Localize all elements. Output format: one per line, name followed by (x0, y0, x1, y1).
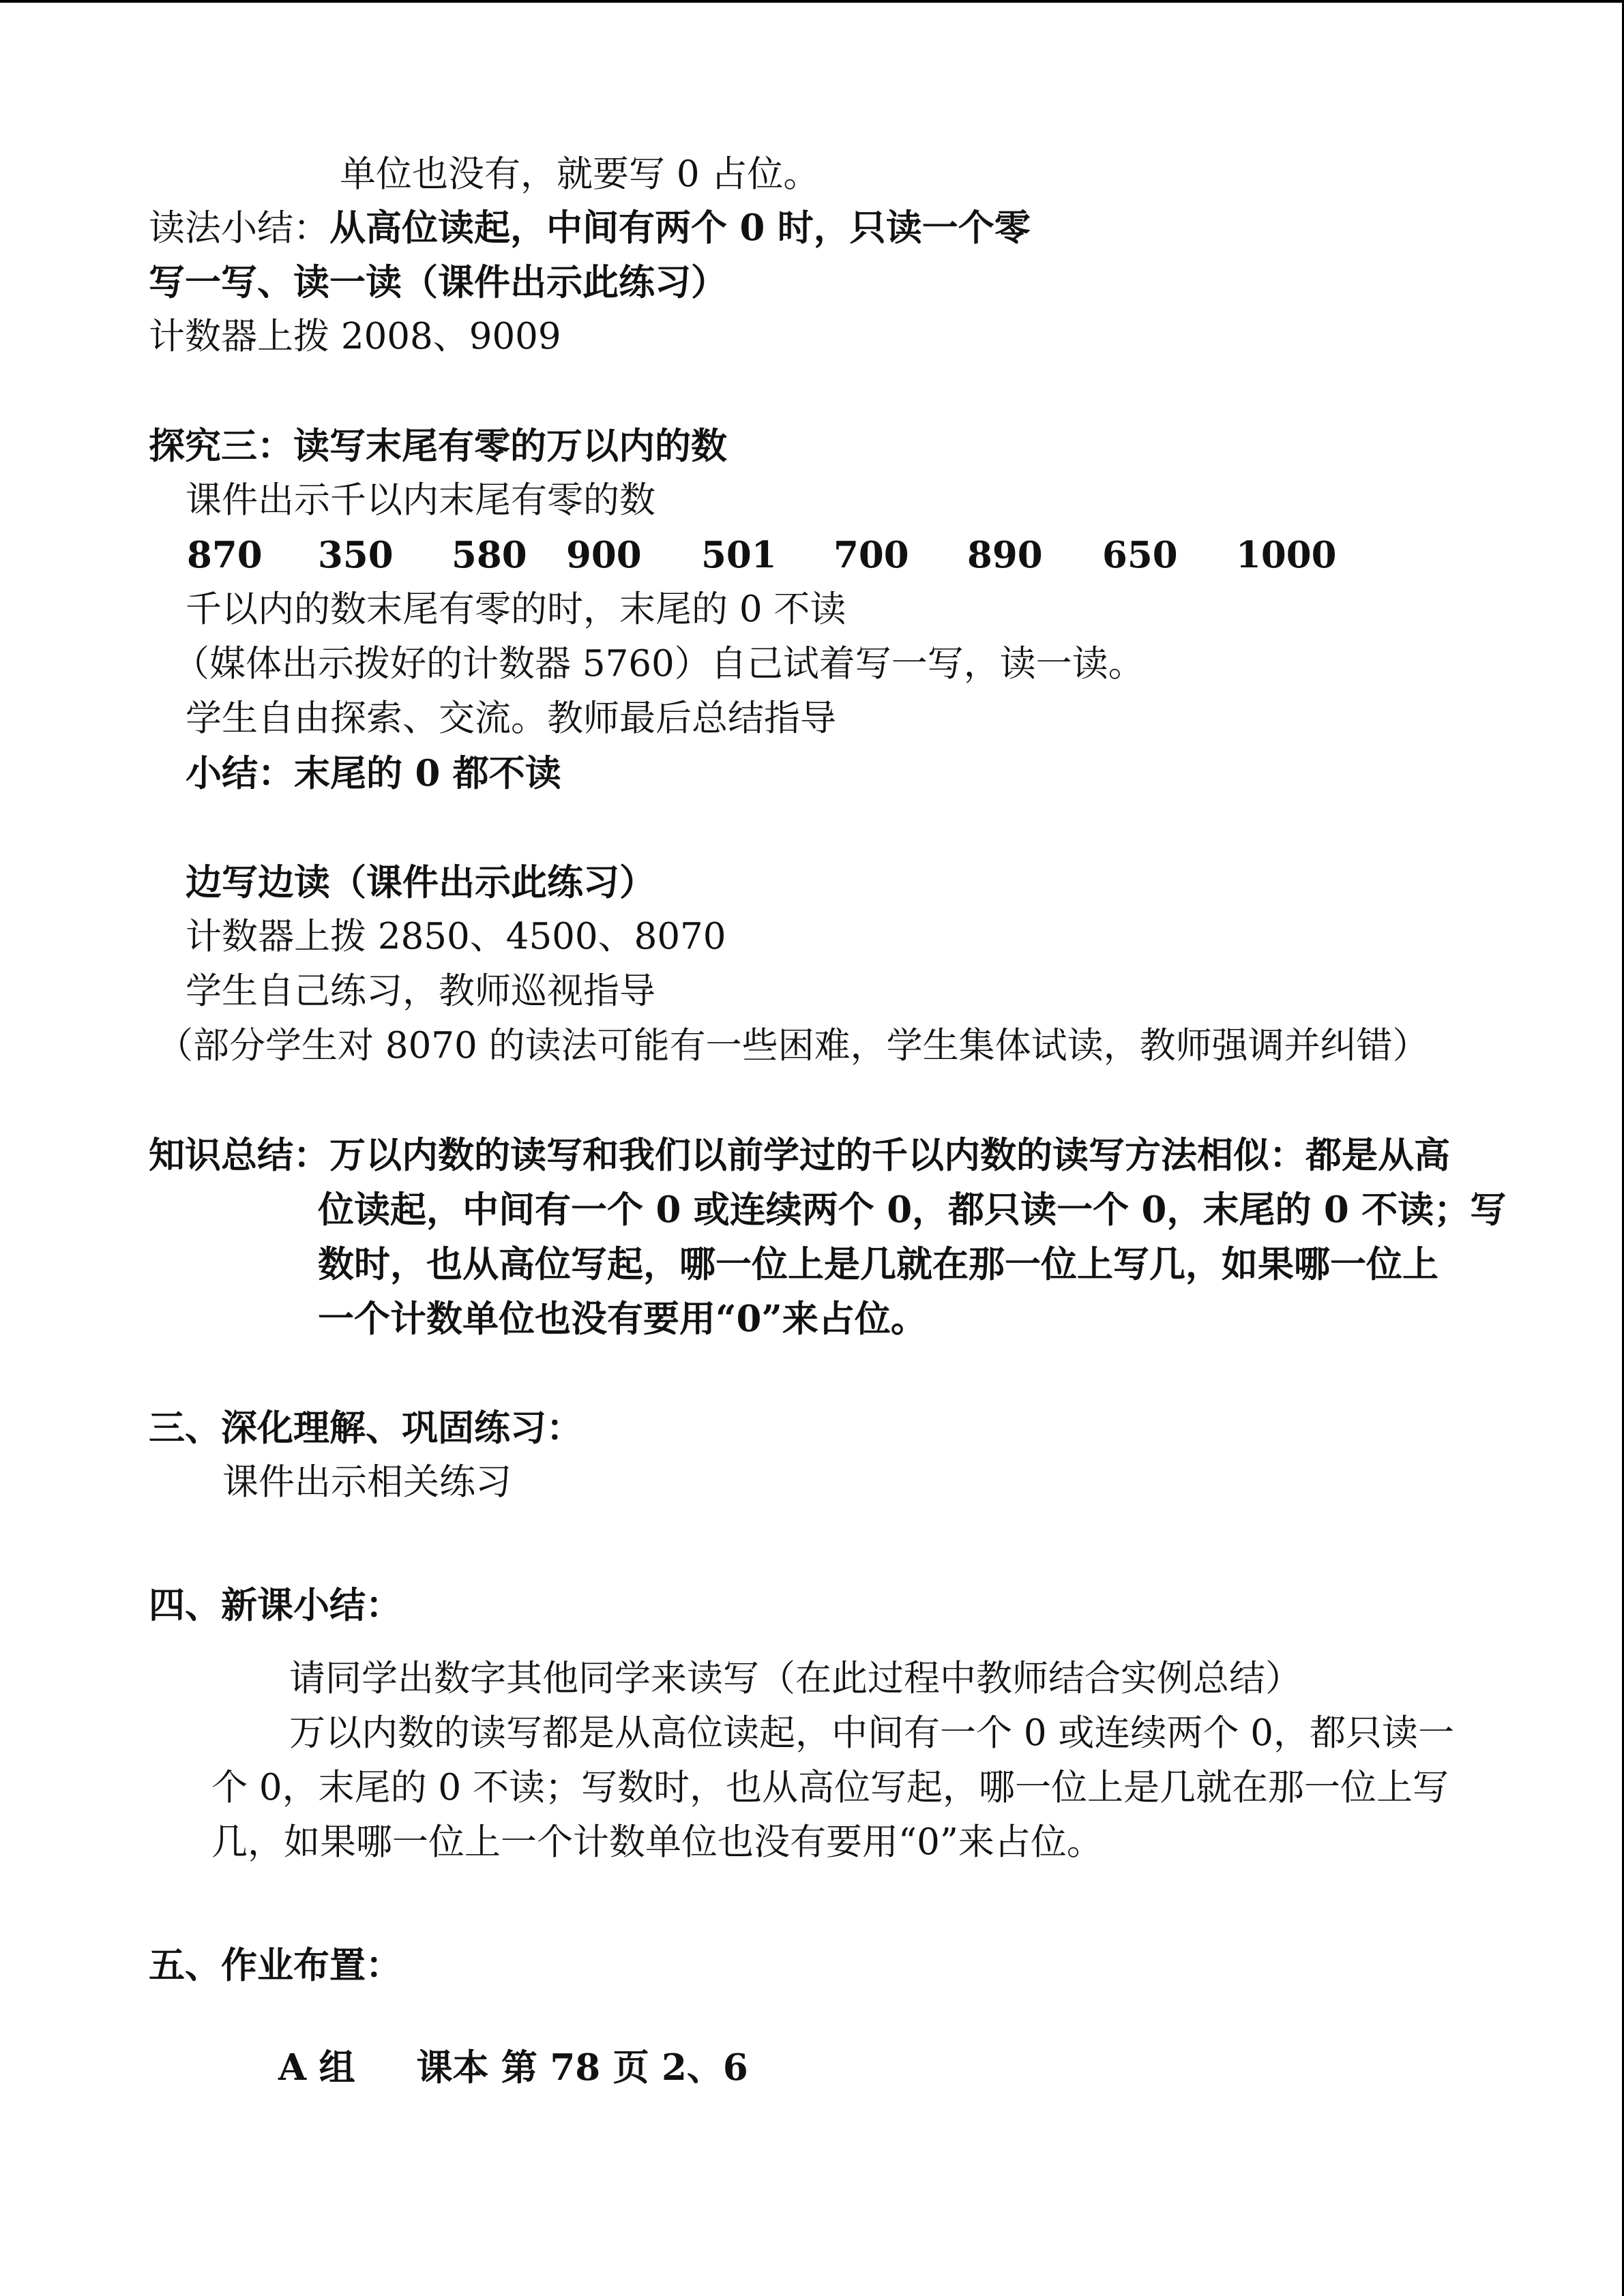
section-heading: 五、作业布置： (149, 1944, 402, 1986)
text-line: 计数器上拨 2008、9009 (149, 316, 561, 357)
number-item: 890 (967, 534, 1043, 576)
text-line: 课件出示相关练习 (222, 1461, 512, 1503)
text-line: 个 0，末尾的 0 不读；写数时，也从高位写起，哪一位上是几就在那一位上写 (211, 1767, 1449, 1808)
section-heading: 三、深化理解、巩固练习： (149, 1407, 582, 1449)
text-line: 单位也没有，就要写 0 占位。 (340, 153, 820, 195)
knowledge-summary-line: 一个计数单位也没有要用“0”来占位。 (318, 1298, 927, 1340)
text-line: 学生自己练习，教师巡视指导 (186, 970, 655, 1012)
top-border (0, 0, 1624, 3)
text-line: 请同学出数字其他同学来读写（在此过程中教师结合实例总结） (289, 1658, 1301, 1699)
text-line: 几，如果哪一位上一个计数单位也没有要用“0”来占位。 (211, 1821, 1103, 1863)
text-line: 学生自由探索、交流。教师最后总结指导 (186, 698, 836, 739)
knowledge-summary-line: 数时，也从高位写起，哪一位上是几就在那一位上写几，如果哪一位上 (318, 1243, 1438, 1285)
exercise-heading: 写一写、读一读（课件出示此练习） (149, 261, 727, 303)
knowledge-summary-line: 位读起，中间有一个 0 或连续两个 0，都只读一个 0，末尾的 0 不读；写 (318, 1189, 1507, 1231)
homework-line: A 组 课本 第 78 页 2、6 (278, 2046, 748, 2089)
text-line: （部分学生对 8070 的读法可能有一些困难，学生集体试读，教师强调并纠错） (157, 1025, 1429, 1067)
summary-line: 小结：末尾的 0 都不读 (186, 752, 561, 794)
reading-summary-text: 从高位读起，中间有两个 0 时，只读一个零 (329, 207, 1031, 249)
text-line: 计数器上拨 2850、4500、8070 (186, 916, 726, 957)
number-item: 900 (566, 534, 642, 576)
practice-heading: 边写边读（课件出示此练习） (186, 861, 655, 904)
number-item: 650 (1102, 534, 1178, 576)
text-line: 课件出示千以内末尾有零的数 (186, 479, 655, 521)
number-item: 1000 (1236, 534, 1337, 576)
reading-summary-label: 读法小结： (149, 207, 329, 249)
knowledge-summary-text: 万以内数的读写和我们以前学过的千以内数的读写方法相似：都是从高 (329, 1134, 1450, 1176)
text-line: 万以内数的读写都是从高位读起，中间有一个 0 或连续两个 0，都只读一 (289, 1712, 1454, 1754)
number-item: 870 (187, 534, 263, 576)
text-line: （媒体出示拨好的计数器 5760）自己试着写一写，读一读。 (173, 643, 1145, 685)
reading-summary (149, 206, 1031, 250)
text-line: 千以内的数末尾有零的时，末尾的 0 不读 (186, 588, 846, 630)
knowledge-summary-label: 知识总结： (149, 1134, 329, 1176)
number-item: 700 (833, 534, 909, 576)
section-heading: 四、新课小结： (149, 1584, 402, 1626)
number-item: 501 (701, 534, 777, 576)
number-item: 350 (318, 534, 394, 576)
knowledge-summary (149, 1133, 1450, 1177)
section-title: 探究三：读写末尾有零的万以内的数 (149, 425, 727, 467)
number-item: 580 (452, 534, 527, 576)
